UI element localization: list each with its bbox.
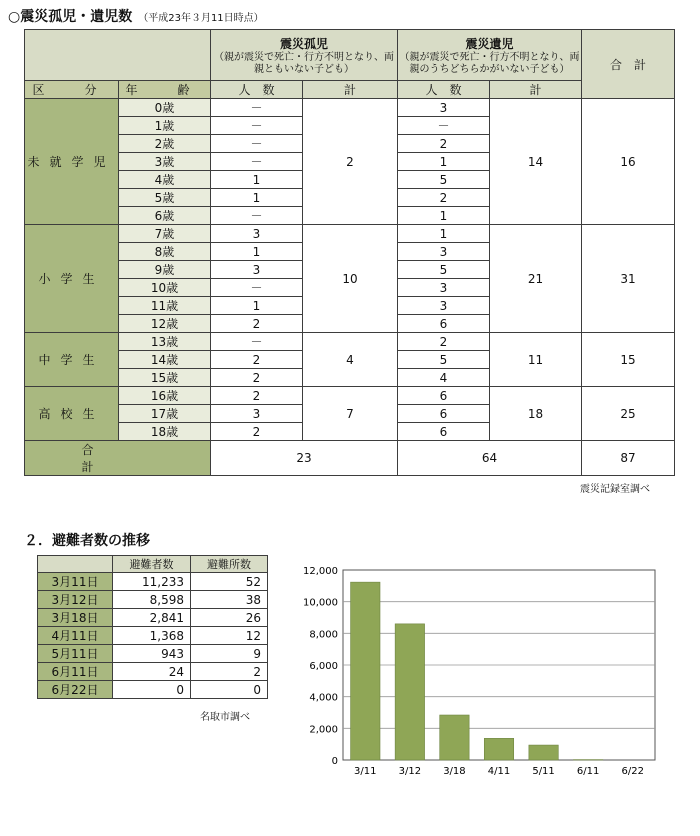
table-row	[25, 333, 675, 351]
evacuee-header-shelters: 避難所数	[191, 556, 268, 573]
orphan-subtotal-cell: 7	[303, 387, 398, 441]
orphan-count-cell: －	[211, 99, 303, 117]
header-bereaved-desc: （親が震災で死亡・行方不明となり、両親のうちどちらかがいない子ども）	[399, 51, 580, 75]
section2-title: ２．避難者数の推移	[24, 533, 150, 549]
evacuee-table-body	[38, 573, 268, 699]
section2-source: 名取市調べ	[200, 712, 250, 723]
age-cell: 2歳	[119, 135, 211, 153]
age-cell: 16歳	[119, 387, 211, 405]
table-row	[38, 609, 268, 627]
table-row	[38, 645, 268, 663]
orphan-count-cell: 2	[211, 387, 303, 405]
bereaved-count-cell: －	[398, 117, 490, 135]
group-name: 小学生	[25, 225, 119, 333]
evacuee-header-blank	[38, 556, 113, 573]
orphan-count-cell: －	[211, 117, 303, 135]
age-cell: 13歳	[119, 333, 211, 351]
x-tick-label: 3/11	[354, 766, 377, 777]
y-tick-label: 8,000	[309, 629, 338, 641]
age-cell: 14歳	[119, 351, 211, 369]
age-cell: 9歳	[119, 261, 211, 279]
x-tick-label: 3/12	[398, 766, 422, 777]
bereaved-count-cell: 2	[398, 135, 490, 153]
shelters-cell: 0	[191, 681, 268, 699]
y-tick-label: 10,000	[303, 597, 338, 609]
section1-title-text: ○震災孤児・遺児数	[8, 9, 133, 25]
bereaved-count-cell: 3	[398, 243, 490, 261]
bereaved-count-cell: 5	[398, 351, 490, 369]
orphan-count-cell: －	[211, 207, 303, 225]
date-cell: 3月11日	[38, 573, 113, 591]
orphan-count-cell: 2	[211, 351, 303, 369]
shelters-cell: 38	[191, 591, 268, 609]
x-tick-label: 5/11	[532, 766, 555, 777]
group-name: 中学生	[25, 333, 119, 387]
header-orphan-desc: （親が震災で死亡・行方不明となり、両親ともいない子ども）	[214, 51, 394, 75]
date-cell: 6月22日	[38, 681, 113, 699]
evacuees-cell: 8,598	[113, 591, 191, 609]
bereaved-subtotal-cell: 21	[490, 225, 582, 333]
orphan-table	[24, 29, 675, 476]
orphan-count-cell: 3	[211, 225, 303, 243]
orphan-count-cell: －	[211, 135, 303, 153]
section1-source: 震災記録室調べ	[580, 484, 650, 495]
date-cell: 6月11日	[38, 663, 113, 681]
orphan-count-cell: 1	[211, 297, 303, 315]
bereaved-subtotal-cell: 18	[490, 387, 582, 441]
bereaved-count-cell: 4	[398, 369, 490, 387]
bar	[351, 582, 380, 760]
y-tick-label: 6,000	[309, 661, 338, 672]
bar	[529, 745, 558, 760]
section1-title	[8, 6, 264, 26]
bereaved-count-cell: 2	[398, 189, 490, 207]
age-cell: 18歳	[119, 423, 211, 441]
age-cell: 15歳	[119, 369, 211, 387]
table-row	[38, 573, 268, 591]
age-cell: 6歳	[119, 207, 211, 225]
evacuees-cell: 1,368	[113, 627, 191, 645]
table-row	[25, 387, 675, 405]
evacuees-cell: 24	[113, 663, 191, 681]
bereaved-count-cell: 5	[398, 261, 490, 279]
header-category: 区 分	[25, 81, 119, 99]
orphan-count-cell: 1	[211, 171, 303, 189]
orphan-count-cell: －	[211, 153, 303, 171]
header-orphan	[211, 30, 398, 81]
table-row	[38, 681, 268, 699]
bereaved-count-cell: 1	[398, 225, 490, 243]
evacuees-cell: 0	[113, 681, 191, 699]
age-cell: 3歳	[119, 153, 211, 171]
orphan-count-cell: －	[211, 279, 303, 297]
shelters-cell: 2	[191, 663, 268, 681]
y-tick-label: 4,000	[309, 692, 338, 704]
table-row	[38, 627, 268, 645]
header-orphan-title: 震災孤児	[279, 36, 328, 51]
evacuees-cell: 2,841	[113, 609, 191, 627]
age-cell: 10歳	[119, 279, 211, 297]
evacuee-bar-chart	[295, 560, 665, 780]
header-bereaved-subtotal: 計	[490, 81, 582, 99]
age-cell: 7歳	[119, 225, 211, 243]
table-row	[38, 663, 268, 681]
age-cell: 12歳	[119, 315, 211, 333]
bereaved-count-cell: 6	[398, 423, 490, 441]
orphan-count-cell: 3	[211, 405, 303, 423]
evacuees-cell: 11,233	[113, 573, 191, 591]
grand-total-orphan: 23	[211, 441, 398, 476]
orphan-subtotal-cell: 4	[303, 333, 398, 387]
age-cell: 17歳	[119, 405, 211, 423]
y-tick-label: 0	[331, 756, 338, 767]
orphan-count-cell: 3	[211, 261, 303, 279]
y-tick-label: 2,000	[309, 724, 338, 736]
age-cell: 5歳	[119, 189, 211, 207]
header-bereaved-count: 人 数	[398, 81, 490, 99]
bereaved-count-cell: 5	[398, 171, 490, 189]
bereaved-subtotal-cell: 14	[490, 99, 582, 225]
header-bereaved-title: 震災遺児	[465, 36, 514, 51]
date-cell: 4月11日	[38, 627, 113, 645]
orphan-table-body	[25, 99, 675, 441]
section1-note: （平成23年３月11日時点）	[138, 13, 264, 24]
bereaved-count-cell: 6	[398, 387, 490, 405]
orphan-count-cell: 1	[211, 189, 303, 207]
header-total: 合 計	[582, 30, 675, 99]
age-cell: 8歳	[119, 243, 211, 261]
y-tick-label: 12,000	[303, 566, 338, 577]
group-total-cell: 15	[582, 333, 675, 387]
header-blank	[25, 30, 211, 81]
shelters-cell: 9	[191, 645, 268, 663]
group-total-cell: 31	[582, 225, 675, 333]
date-cell: 3月12日	[38, 591, 113, 609]
evacuee-table	[37, 555, 268, 699]
group-total-cell: 16	[582, 99, 675, 225]
bar	[484, 738, 513, 760]
x-tick-label: 6/11	[576, 766, 600, 777]
shelters-cell: 52	[191, 573, 268, 591]
bereaved-count-cell: 1	[398, 153, 490, 171]
bar	[395, 624, 424, 760]
shelters-cell: 26	[191, 609, 268, 627]
age-cell: 1歳	[119, 117, 211, 135]
evacuees-cell: 943	[113, 645, 191, 663]
bereaved-count-cell: 6	[398, 405, 490, 423]
orphan-count-cell: 2	[211, 315, 303, 333]
x-tick-label: 3/18	[443, 766, 466, 777]
header-orphan-count: 人 数	[211, 81, 303, 99]
bereaved-count-cell: 3	[398, 99, 490, 117]
age-cell: 0歳	[119, 99, 211, 117]
age-cell: 11歳	[119, 297, 211, 315]
bereaved-count-cell: 2	[398, 333, 490, 351]
table-row	[25, 225, 675, 243]
table-row	[25, 99, 675, 117]
grand-total-label: 合 計	[25, 441, 211, 476]
x-tick-label: 4/11	[487, 766, 511, 777]
age-cell: 4歳	[119, 171, 211, 189]
orphan-count-cell: 2	[211, 369, 303, 387]
group-name: 未就学児	[25, 99, 119, 225]
header-bereaved	[398, 30, 582, 81]
evacuee-header-evacuees: 避難者数	[113, 556, 191, 573]
bereaved-count-cell: 6	[398, 315, 490, 333]
shelters-cell: 12	[191, 627, 268, 645]
header-age: 年 齢	[119, 81, 211, 99]
x-tick-label: 6/22	[621, 766, 644, 777]
bereaved-count-cell: 3	[398, 297, 490, 315]
bereaved-count-cell: 3	[398, 279, 490, 297]
orphan-count-cell: －	[211, 333, 303, 351]
bereaved-subtotal-cell: 11	[490, 333, 582, 387]
group-name: 高校生	[25, 387, 119, 441]
bar	[440, 715, 469, 760]
orphan-count-cell: 2	[211, 423, 303, 441]
date-cell: 3月18日	[38, 609, 113, 627]
grand-total-bereaved: 64	[398, 441, 582, 476]
orphan-count-cell: 1	[211, 243, 303, 261]
grand-total-all: 87	[582, 441, 675, 476]
table-row	[38, 591, 268, 609]
date-cell: 5月11日	[38, 645, 113, 663]
header-orphan-subtotal: 計	[303, 81, 398, 99]
orphan-subtotal-cell: 10	[303, 225, 398, 333]
orphan-subtotal-cell: 2	[303, 99, 398, 225]
group-total-cell: 25	[582, 387, 675, 441]
bereaved-count-cell: 1	[398, 207, 490, 225]
